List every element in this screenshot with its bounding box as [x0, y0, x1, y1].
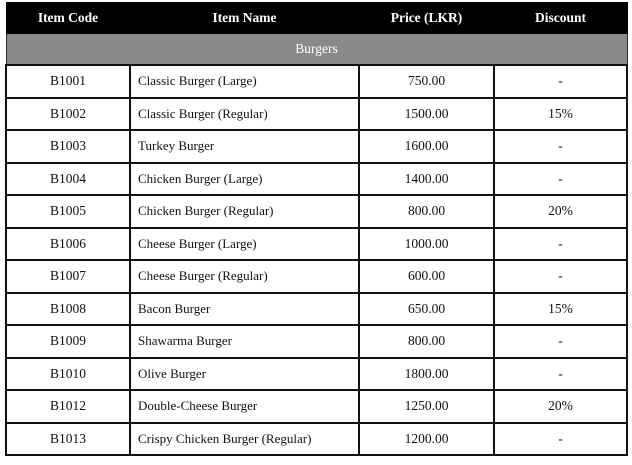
item-code-cell: B1012 — [6, 390, 130, 423]
price-cell: 1250.00 — [359, 390, 494, 423]
discount-cell: - — [494, 358, 627, 391]
price-cell: 650.00 — [359, 293, 494, 326]
item-code-cell: B1003 — [6, 130, 130, 163]
item-name-cell: Double-Cheese Burger — [130, 390, 359, 423]
price-cell: 800.00 — [359, 325, 494, 358]
menu-table — [5, 2, 628, 456]
item-name-cell: Classic Burger (Large) — [130, 65, 359, 98]
discount-cell: - — [494, 325, 627, 358]
table-row — [6, 260, 627, 293]
discount-cell: 20% — [494, 195, 627, 228]
item-code-cell: B1007 — [6, 260, 130, 293]
item-name-cell: Turkey Burger — [130, 130, 359, 163]
header-price: Price (LKR) — [359, 3, 494, 34]
table-row — [6, 65, 627, 98]
item-code-cell: B1013 — [6, 423, 130, 456]
table-row — [6, 293, 627, 326]
item-name-cell: Crispy Chicken Burger (Regular) — [130, 423, 359, 456]
discount-cell: 20% — [494, 390, 627, 423]
price-cell: 1800.00 — [359, 358, 494, 391]
table-header — [6, 3, 627, 34]
category-label: Burgers — [6, 34, 627, 66]
table-row — [6, 195, 627, 228]
table-row — [6, 98, 627, 131]
item-code-cell: B1008 — [6, 293, 130, 326]
table-row — [6, 423, 627, 456]
header-row — [6, 3, 627, 34]
item-code-cell: B1010 — [6, 358, 130, 391]
item-code-cell: B1005 — [6, 195, 130, 228]
price-cell: 1400.00 — [359, 163, 494, 196]
table-row — [6, 130, 627, 163]
price-cell: 750.00 — [359, 65, 494, 98]
item-name-cell: Cheese Burger (Large) — [130, 228, 359, 261]
category-row — [6, 34, 627, 66]
price-cell: 600.00 — [359, 260, 494, 293]
item-code-cell: B1009 — [6, 325, 130, 358]
discount-cell: 15% — [494, 98, 627, 131]
table-row — [6, 163, 627, 196]
discount-cell: 15% — [494, 293, 627, 326]
discount-cell: - — [494, 423, 627, 456]
discount-cell: - — [494, 65, 627, 98]
header-item-name: Item Name — [130, 3, 359, 34]
discount-cell: - — [494, 228, 627, 261]
item-code-cell: B1002 — [6, 98, 130, 131]
table-row — [6, 358, 627, 391]
item-code-cell: B1006 — [6, 228, 130, 261]
price-cell: 1000.00 — [359, 228, 494, 261]
price-cell: 1500.00 — [359, 98, 494, 131]
item-name-cell: Shawarma Burger — [130, 325, 359, 358]
header-discount: Discount — [494, 3, 627, 34]
price-cell: 1200.00 — [359, 423, 494, 456]
table-row — [6, 325, 627, 358]
discount-cell: - — [494, 130, 627, 163]
item-name-cell: Chicken Burger (Regular) — [130, 195, 359, 228]
table-row — [6, 390, 627, 423]
discount-cell: - — [494, 163, 627, 196]
item-name-cell: Cheese Burger (Regular) — [130, 260, 359, 293]
item-name-cell: Chicken Burger (Large) — [130, 163, 359, 196]
item-name-cell: Olive Burger — [130, 358, 359, 391]
table-body — [6, 34, 627, 456]
price-cell: 1600.00 — [359, 130, 494, 163]
item-code-cell: B1004 — [6, 163, 130, 196]
item-code-cell: B1001 — [6, 65, 130, 98]
price-cell: 800.00 — [359, 195, 494, 228]
item-name-cell: Bacon Burger — [130, 293, 359, 326]
discount-cell: - — [494, 260, 627, 293]
table-row — [6, 228, 627, 261]
item-name-cell: Classic Burger (Regular) — [130, 98, 359, 131]
header-item-code: Item Code — [6, 3, 130, 34]
